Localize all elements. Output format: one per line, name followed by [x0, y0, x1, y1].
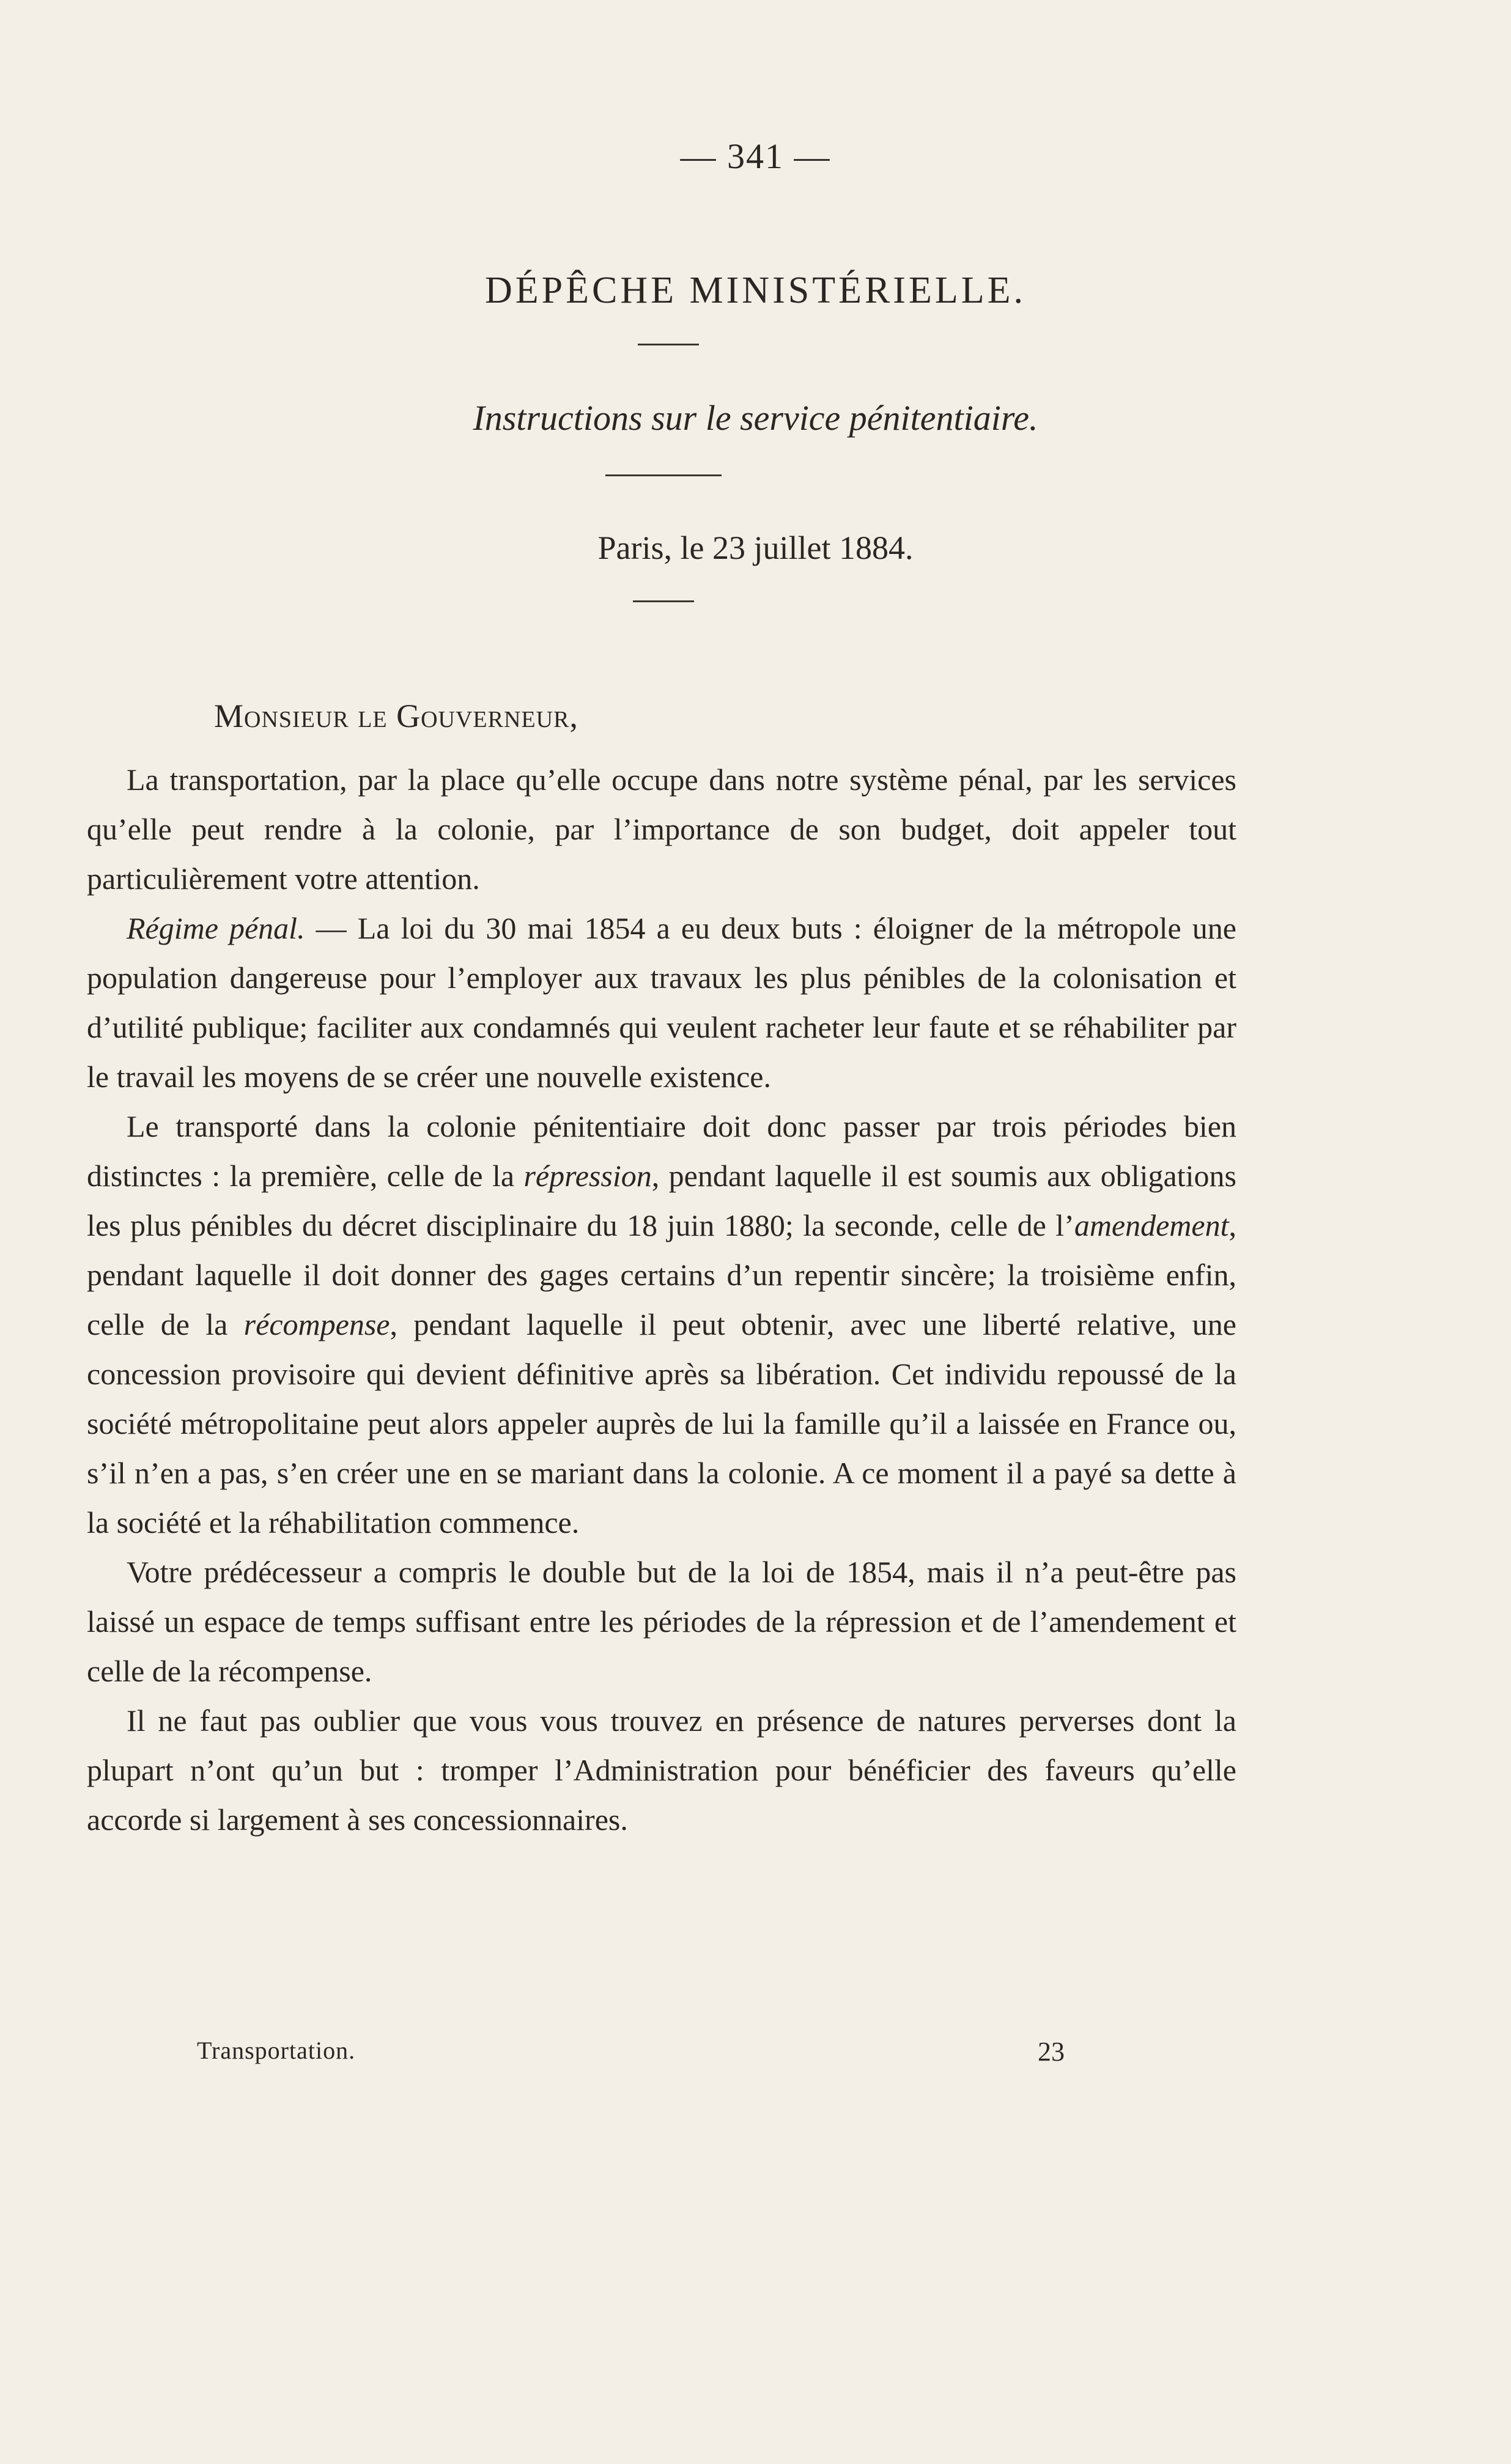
subtitle-rule: [605, 474, 722, 476]
title-rule: [638, 344, 699, 345]
paragraph-3-part-a: Le transporté dans la colonie pénitentiaire doit donc passer par trois périodes bien distinctes : la première, celle de la: [87, 1109, 1236, 1193]
paragraph-5: Il ne faut pas oublier que vous vous trouvez en présence de natures perverses dont la plupart n’ont qu’un but : tromper l’Administration pour bénéficier des faveurs qu’elle accorde si largement à ses concessionnaires.: [87, 1703, 1236, 1837]
paragraph-3-part-d: , pendant laquelle il peut obtenir, avec une liberté relative, une concession provisoire qui devient définitive après sa libération. Cet individu repoussé de la société métropolitaine peut alors appeler auprès de lui la famille qu’il a laissée en France ou, s’il n’en a pas, s’en créer une en se mariant dans la colonie. A ce moment il a payé sa dette à la société et la réhabilitation commence.: [87, 1307, 1236, 1540]
footer-signature: Transportation.: [197, 2037, 356, 2064]
footer-sheet-number: 23: [1038, 2037, 1065, 2067]
document-subtitle: Instructions sur le service pénitentiaire.: [473, 398, 1038, 438]
section-label: Régime pénal.: [127, 911, 305, 945]
term-recompense: récompense: [243, 1307, 390, 1341]
paragraph-3-part-b: , pendant laquelle il est soumis aux obligations les plus pénibles du décret disciplinaire du 18 juin 1880; la seconde, celle de l’: [87, 1159, 1236, 1242]
salutation: Monsieur le Gouverneur,: [214, 698, 578, 734]
paragraph-3: [87, 1102, 1236, 1547]
term-repression: répression: [523, 1159, 652, 1193]
dateline-rule: [633, 600, 694, 602]
term-amendement: amendement: [1074, 1208, 1229, 1242]
paragraph-1: La transportation, par la place qu’elle occupe dans notre système pénal, par les services qu’elle peut rendre à la colonie, par l’importance de son budget, doit appeler tout particulièrement votre attention.: [87, 762, 1236, 896]
page-number: — 341 —: [680, 136, 831, 176]
document-title: DÉPÊCHE MINISTÉRIELLE.: [485, 270, 1026, 311]
paragraph-3-part-c: , pendant laquelle il doit donner des gages certains d’un repentir sincère; la troisième enfin, celle de la: [87, 1208, 1236, 1341]
paragraph-2: [87, 904, 1236, 1102]
body-text: [87, 755, 1236, 1845]
paragraph-4: Votre prédécesseur a compris le double but de la loi de 1854, mais il n’a peut-être pas laissé un espace de temps suffisant entre les périodes de la répression et de l’amendement et celle de la récompense.: [87, 1555, 1236, 1688]
dateline: Paris, le 23 juillet 1884.: [597, 529, 914, 566]
paragraph-2-text: — La loi du 30 mai 1854 a eu deux buts : éloigner de la métropole une population dangereuse pour l’employer aux travaux les plus pénibles de la colonisation et d’utilité publique; faciliter aux condamnés qui veulent racheter leur faute et se réhabiliter par le travail les moyens de se créer une nouvelle existence.: [87, 911, 1236, 1094]
